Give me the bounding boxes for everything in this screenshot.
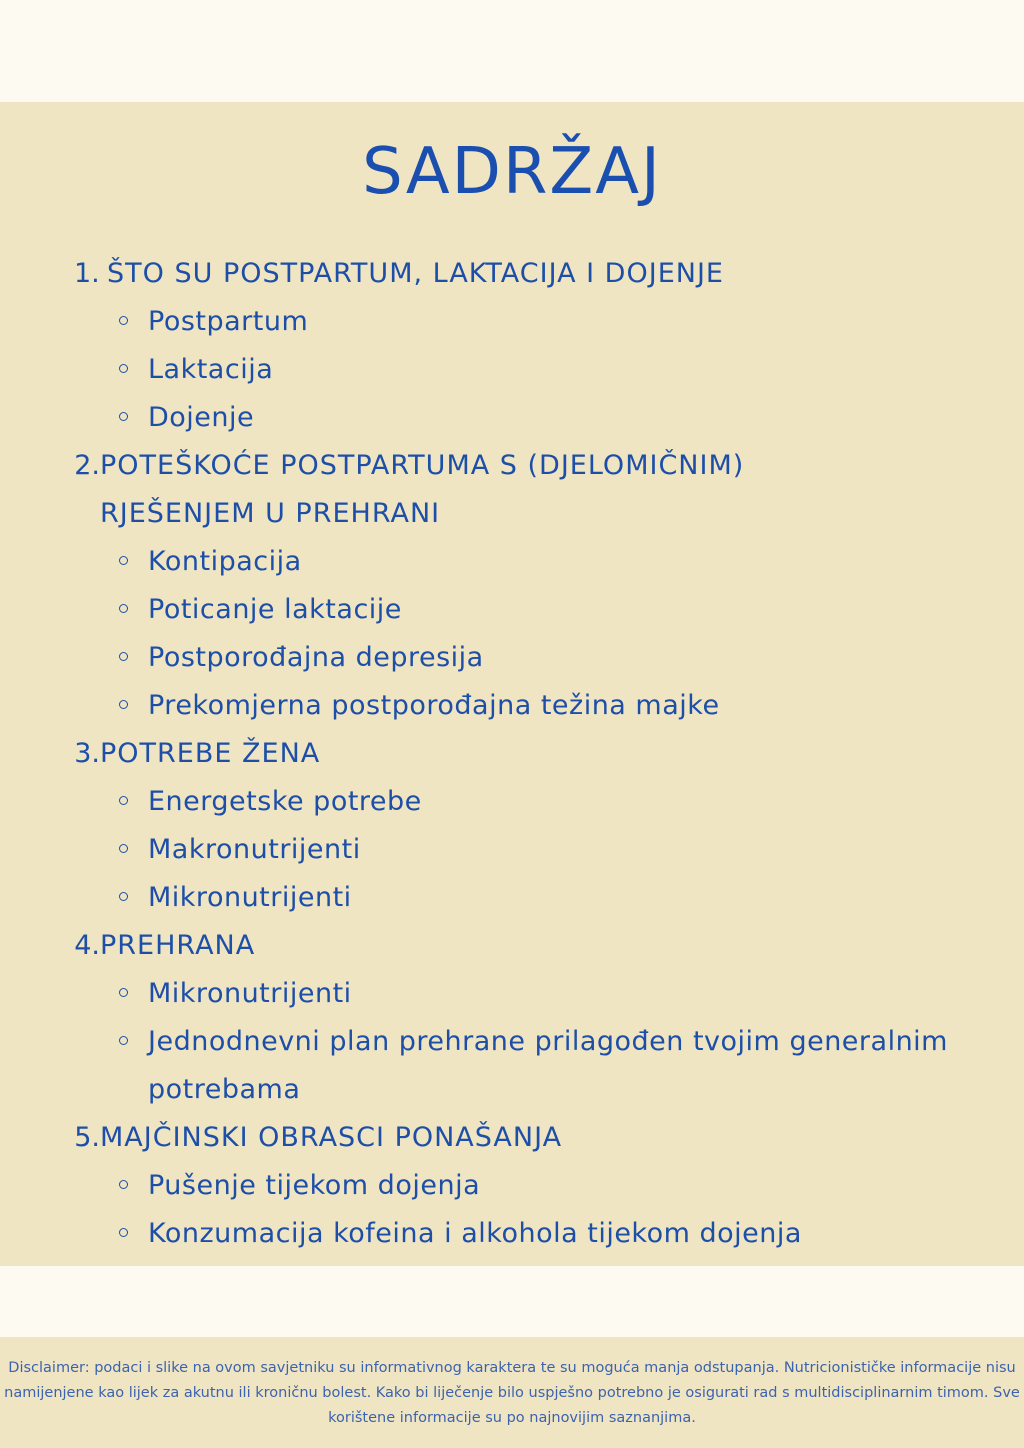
list-item [0,682,1024,730]
list-item [0,1162,1024,1210]
circle-bullet-icon [119,364,128,373]
section-heading [0,730,1024,778]
toc-section-2 [0,442,1024,730]
list-item [0,874,1024,922]
section-heading [0,442,1024,538]
section-number: 4. [74,930,100,961]
list-item-label: Dojenje [148,402,255,433]
list-item-label: Prekomjerna postporođajna težina majke [148,690,720,721]
list-item-label: Konzumacija kofeina i alkohola tijekom dojenja [148,1218,802,1249]
list-item-label: Postporođajna depresija [148,642,484,673]
section-title: POTREBE ŽENA [100,738,321,769]
circle-bullet-icon [119,844,128,853]
list-item [0,778,1024,826]
list-item [0,586,1024,634]
list-item [0,394,1024,442]
toc-section-5 [0,1114,1024,1258]
list-item-label: Laktacija [148,354,274,385]
list-item [0,538,1024,586]
list-item-label: Kontipacija [148,546,302,577]
toc-section-3 [0,730,1024,922]
circle-bullet-icon [119,988,128,997]
circle-bullet-icon [119,652,128,661]
section-heading [0,1114,1024,1162]
section-heading [0,922,1024,970]
section-heading [0,250,1024,298]
list-item [0,826,1024,874]
circle-bullet-icon [119,700,128,709]
circle-bullet-icon [119,604,128,613]
list-item [0,634,1024,682]
list-item [0,346,1024,394]
list-item-label: Jednodnevni plan prehrane prilagođen tvojim generalnim potrebama [148,1026,948,1105]
section-title: PREHRANA [100,930,256,961]
section-number: 5. [74,1122,100,1153]
circle-bullet-icon [119,316,128,325]
circle-bullet-icon [119,1036,128,1045]
toc-section-4 [0,922,1024,1114]
list-item [0,298,1024,346]
list-item-label: Postpartum [148,306,309,337]
disclaimer-text: Disclaimer: podaci i slike na ovom savjetniku su informativnog karaktera te su moguća manja odstupanja. Nutricionističke informacije nisu namijenjene kao lijek za akutnu ili kroničnu bolest. Kako bi liječenje bilo uspješno potrebno je osigurati rad s multidisciplinarnim timom. Sve korištene informacije su po najnovijim saznanjima. [4,1360,1020,1426]
section-title: ŠTO SU POSTPARTUM, LAKTACIJA I DOJENJE [107,258,724,289]
list-item-label: Poticanje laktacije [148,594,402,625]
section-title: MAJČINSKI OBRASCI PONAŠANJA [100,1122,563,1153]
circle-bullet-icon [119,412,128,421]
toc-section-1 [0,250,1024,442]
page-title: SADRŽAJ [362,135,662,209]
circle-bullet-icon [119,1228,128,1237]
list-item [0,1210,1024,1258]
list-item-label: Energetske potrebe [148,786,422,817]
list-item-label: Mikronutrijenti [148,882,352,913]
section-title: POTEŠKOĆE POSTPARTUMA S (DJELOMIČNIM) RJEŠENJEM U PREHRANI [100,450,745,529]
circle-bullet-icon [119,556,128,565]
list-item-label: Pušenje tijekom dojenja [148,1170,481,1201]
list-item-label: Mikronutrijenti [148,978,352,1009]
list-item-label: Makronutrijenti [148,834,361,865]
list-item [0,1018,1024,1114]
section-number: 3. [74,738,100,769]
section-number: 1. [74,258,100,289]
table-of-contents [0,250,1024,1258]
circle-bullet-icon [119,892,128,901]
circle-bullet-icon [119,796,128,805]
circle-bullet-icon [119,1180,128,1189]
section-number: 2. [74,450,100,481]
list-item [0,970,1024,1018]
